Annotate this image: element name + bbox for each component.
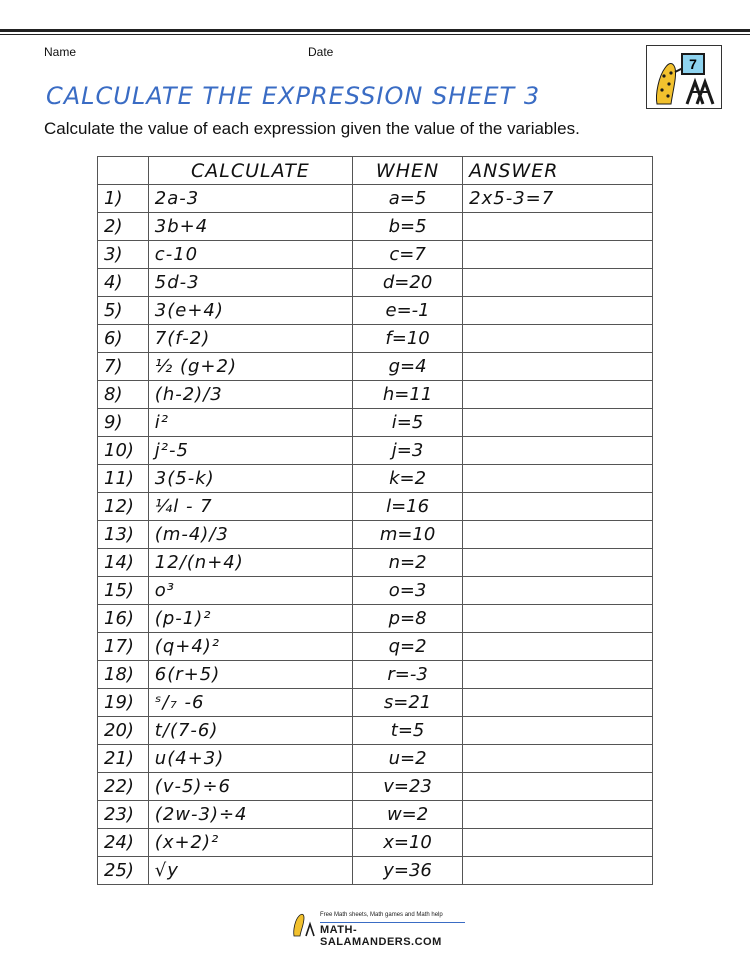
table-row <box>98 325 653 353</box>
table-row <box>98 297 653 325</box>
variable-value-cell: o=3 <box>353 577 463 605</box>
salamander-logo <box>646 45 722 109</box>
variable-value-cell: k=2 <box>353 465 463 493</box>
table-row <box>98 381 653 409</box>
answer-cell[interactable] <box>463 577 653 605</box>
expression-cell: (h-2)/3 <box>148 381 352 409</box>
variable-value-cell: c=7 <box>353 241 463 269</box>
row-number: 23) <box>98 801 149 829</box>
table-row <box>98 353 653 381</box>
answer-cell[interactable] <box>463 605 653 633</box>
footer-salamander-icon <box>290 908 316 938</box>
table-row <box>98 633 653 661</box>
expression-cell: 2a-3 <box>148 185 352 213</box>
answer-cell[interactable] <box>463 353 653 381</box>
table-row <box>98 269 653 297</box>
variable-value-cell: n=2 <box>353 549 463 577</box>
table-row <box>98 409 653 437</box>
footer-tagline: Free Math sheets, Math games and Math help <box>320 912 443 918</box>
answer-cell[interactable] <box>463 801 653 829</box>
variable-value-cell: x=10 <box>353 829 463 857</box>
expression-cell: 5d-3 <box>148 269 352 297</box>
table-row <box>98 521 653 549</box>
table-row <box>98 185 653 213</box>
row-number: 6) <box>98 325 149 353</box>
row-number: 22) <box>98 773 149 801</box>
row-number: 17) <box>98 633 149 661</box>
variable-value-cell: t=5 <box>353 717 463 745</box>
answer-cell[interactable] <box>463 241 653 269</box>
table-row <box>98 857 653 885</box>
row-number: 11) <box>98 465 149 493</box>
variable-value-cell: u=2 <box>353 745 463 773</box>
expression-cell: i² <box>148 409 352 437</box>
expression-cell: (m-4)/3 <box>148 521 352 549</box>
answer-cell[interactable] <box>463 213 653 241</box>
grade-badge: 7 <box>681 53 705 75</box>
instructions: Calculate the value of each expression given the value of the variables. <box>44 119 580 138</box>
row-number: 20) <box>98 717 149 745</box>
answer-cell[interactable] <box>463 689 653 717</box>
answer-cell[interactable] <box>463 521 653 549</box>
top-rule-thin <box>0 34 750 35</box>
variable-value-cell: a=5 <box>353 185 463 213</box>
expression-cell: ½ (g+2) <box>148 353 352 381</box>
footer-logo <box>290 908 470 948</box>
answer-cell[interactable] <box>463 633 653 661</box>
answer-cell[interactable] <box>463 409 653 437</box>
variable-value-cell: d=20 <box>353 269 463 297</box>
table-row <box>98 493 653 521</box>
table-row <box>98 437 653 465</box>
footer-brand: MATH-SALAMANDERS.COM <box>320 924 442 948</box>
answer-cell[interactable] <box>463 773 653 801</box>
date-label: Date <box>308 45 334 59</box>
table-row <box>98 829 653 857</box>
variable-value-cell: f=10 <box>353 325 463 353</box>
expression-cell: j²-5 <box>148 437 352 465</box>
expression-cell: ¼l - 7 <box>148 493 352 521</box>
variable-value-cell: w=2 <box>353 801 463 829</box>
row-number: 8) <box>98 381 149 409</box>
answer-cell[interactable] <box>463 661 653 689</box>
table-row <box>98 661 653 689</box>
page-title: CALCULATE THE EXPRESSION SHEET 3 <box>46 82 541 110</box>
header-when: WHEN <box>353 157 463 185</box>
expression-cell: t/(7-6) <box>148 717 352 745</box>
name-label: Name <box>44 45 77 59</box>
variable-value-cell: h=11 <box>353 381 463 409</box>
row-number: 10) <box>98 437 149 465</box>
row-number: 25) <box>98 857 149 885</box>
answer-cell[interactable] <box>463 381 653 409</box>
variable-value-cell: v=23 <box>353 773 463 801</box>
variable-value-cell: y=36 <box>353 857 463 885</box>
row-number: 12) <box>98 493 149 521</box>
expression-cell: ˢ/₇ -6 <box>148 689 352 717</box>
expression-cell: 12/(n+4) <box>148 549 352 577</box>
expression-cell: c-10 <box>148 241 352 269</box>
variable-value-cell: q=2 <box>353 633 463 661</box>
row-number: 15) <box>98 577 149 605</box>
row-number: 24) <box>98 829 149 857</box>
expression-table <box>97 156 653 885</box>
row-number: 7) <box>98 353 149 381</box>
row-number: 14) <box>98 549 149 577</box>
table-row <box>98 717 653 745</box>
answer-cell[interactable] <box>463 437 653 465</box>
top-rule <box>0 29 750 32</box>
variable-value-cell: j=3 <box>353 437 463 465</box>
variable-value-cell: l=16 <box>353 493 463 521</box>
answer-cell[interactable] <box>463 549 653 577</box>
expression-cell: (x+2)² <box>148 829 352 857</box>
variable-value-cell: b=5 <box>353 213 463 241</box>
variable-value-cell: e=-1 <box>353 297 463 325</box>
answer-cell[interactable] <box>463 493 653 521</box>
answer-cell[interactable] <box>463 297 653 325</box>
row-number: 21) <box>98 745 149 773</box>
row-number: 4) <box>98 269 149 297</box>
answer-cell[interactable] <box>463 745 653 773</box>
variable-value-cell: g=4 <box>353 353 463 381</box>
table-row <box>98 465 653 493</box>
row-number: 1) <box>98 185 149 213</box>
table-row <box>98 745 653 773</box>
table-row <box>98 241 653 269</box>
variable-value-cell: r=-3 <box>353 661 463 689</box>
table-row <box>98 773 653 801</box>
table-row <box>98 549 653 577</box>
expression-cell: 3(5-k) <box>148 465 352 493</box>
variable-value-cell: s=21 <box>353 689 463 717</box>
answer-cell[interactable] <box>463 857 653 885</box>
expression-cell: √y <box>148 857 352 885</box>
table-row <box>98 605 653 633</box>
expression-cell: (p-1)² <box>148 605 352 633</box>
answer-cell[interactable] <box>463 717 653 745</box>
expression-cell: o³ <box>148 577 352 605</box>
row-number: 5) <box>98 297 149 325</box>
footer-divider <box>320 922 465 923</box>
answer-cell[interactable] <box>463 465 653 493</box>
answer-cell[interactable] <box>463 269 653 297</box>
answer-cell[interactable] <box>463 829 653 857</box>
table-row <box>98 689 653 717</box>
row-number: 3) <box>98 241 149 269</box>
expression-cell: (2w-3)÷4 <box>148 801 352 829</box>
variable-value-cell: i=5 <box>353 409 463 437</box>
row-number: 9) <box>98 409 149 437</box>
header-calculate: CALCULATE <box>148 157 352 185</box>
table-row <box>98 577 653 605</box>
table-row <box>98 801 653 829</box>
header-number <box>98 157 149 185</box>
row-number: 2) <box>98 213 149 241</box>
answer-cell[interactable]: 2x5-3=7 <box>463 185 653 213</box>
answer-cell[interactable] <box>463 325 653 353</box>
expression-cell: 6(r+5) <box>148 661 352 689</box>
table-header-row <box>98 157 653 185</box>
row-number: 19) <box>98 689 149 717</box>
expression-cell: 3(e+4) <box>148 297 352 325</box>
header-answer: ANSWER <box>463 157 653 185</box>
row-number: 13) <box>98 521 149 549</box>
row-number: 18) <box>98 661 149 689</box>
variable-value-cell: m=10 <box>353 521 463 549</box>
expression-cell: u(4+3) <box>148 745 352 773</box>
expression-cell: 3b+4 <box>148 213 352 241</box>
expression-cell: (v-5)÷6 <box>148 773 352 801</box>
table-row <box>98 213 653 241</box>
row-number: 16) <box>98 605 149 633</box>
expression-cell: 7(f-2) <box>148 325 352 353</box>
expression-cell: (q+4)² <box>148 633 352 661</box>
variable-value-cell: p=8 <box>353 605 463 633</box>
